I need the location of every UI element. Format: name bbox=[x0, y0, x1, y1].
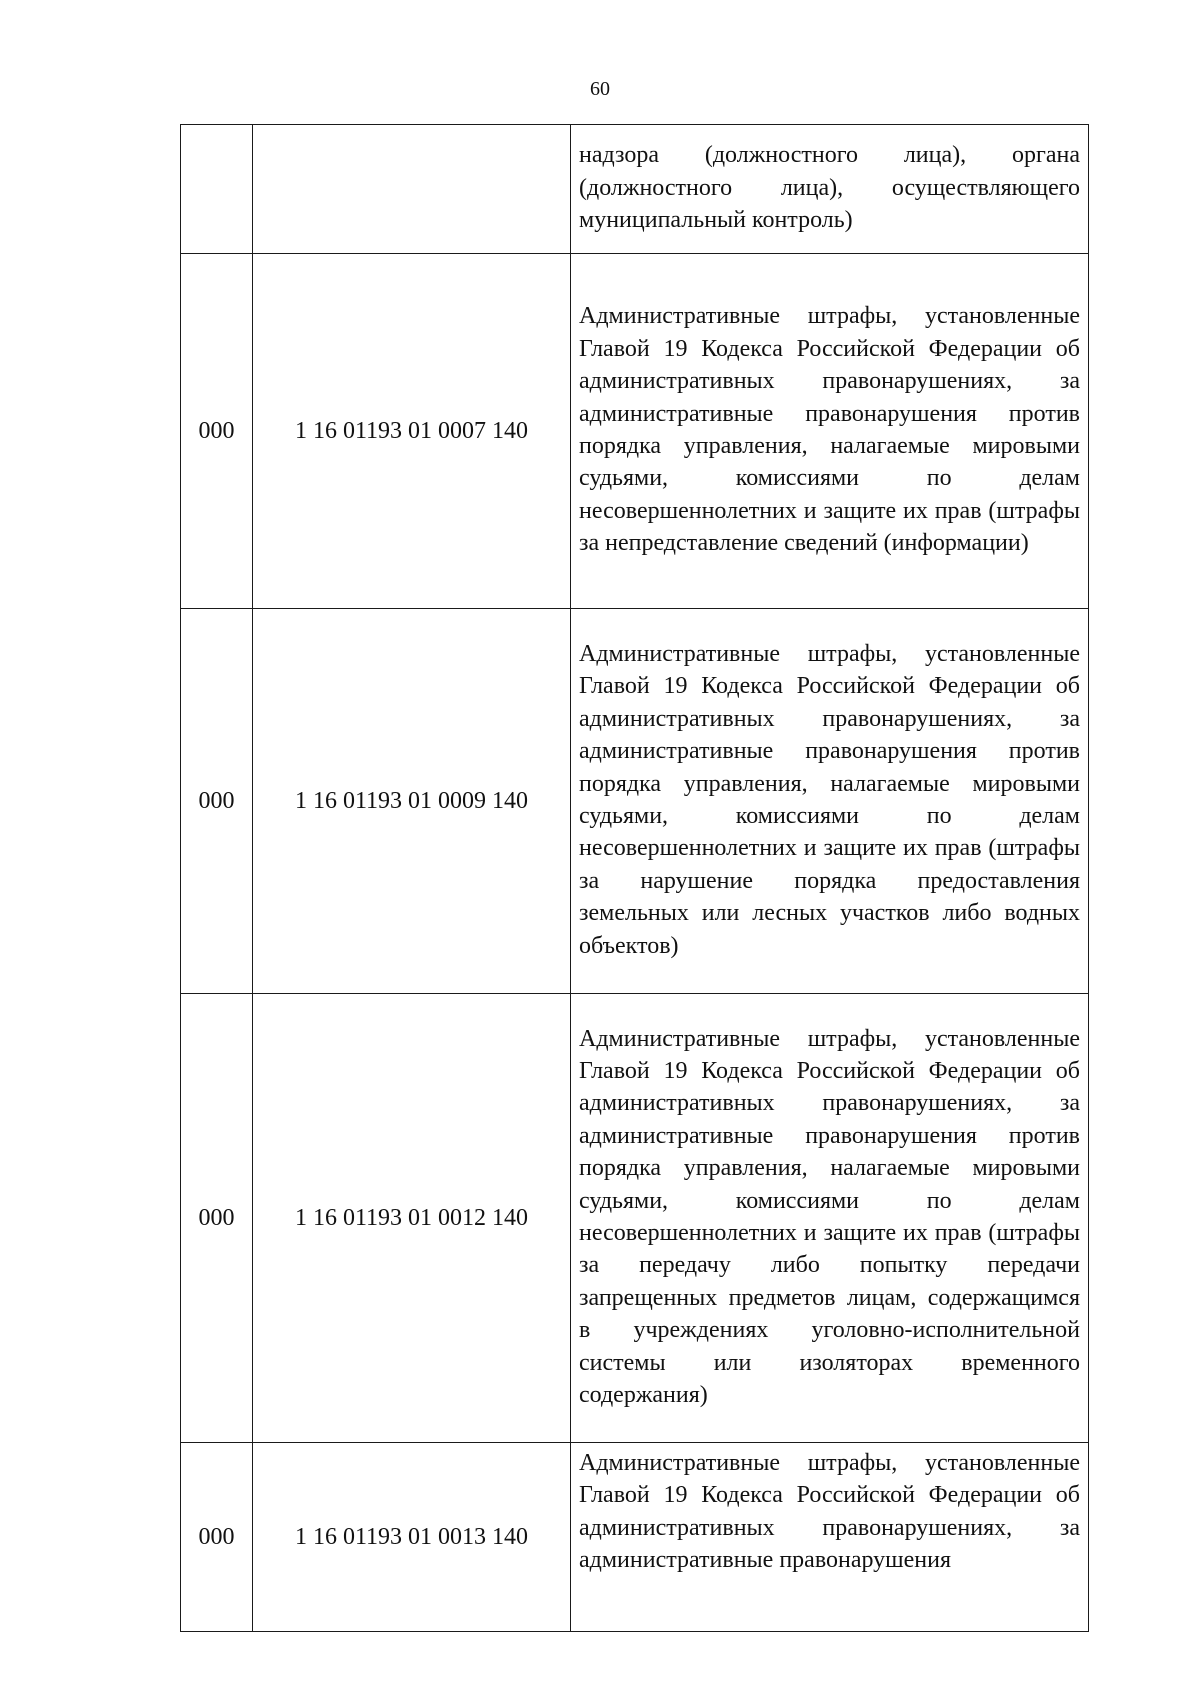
budget-code-cell: 1 16 01193 01 0007 140 bbox=[253, 254, 571, 609]
description-cell: Административные штрафы, установленные Главой 19 Кодекса Российской Федерации об административных правонарушениях, за административные правонарушения против порядка управления, налагаемые мировыми судьями, комиссиями по делам несовершеннолетних и защите их прав (штрафы за нарушение порядка предоставления земельных или лесных участков либо водных объектов) bbox=[571, 609, 1089, 994]
description-cell: Административные штрафы, установленные Главой 19 Кодекса Российской Федерации об административных правонарушениях, за административные правонарушения bbox=[571, 1443, 1089, 1632]
table-row bbox=[181, 125, 1089, 254]
admin-code-cell: 000 bbox=[181, 1443, 253, 1632]
page-number: 60 bbox=[590, 78, 610, 100]
table-row bbox=[181, 254, 1089, 609]
table-row bbox=[181, 1443, 1089, 1632]
table-row bbox=[181, 994, 1089, 1443]
budget-code-cell: 1 16 01193 01 0013 140 bbox=[253, 1443, 571, 1632]
table-row bbox=[181, 609, 1089, 994]
admin-code-cell: 000 bbox=[181, 609, 253, 994]
admin-code-cell: 000 bbox=[181, 994, 253, 1443]
budget-code-cell bbox=[253, 125, 571, 254]
budget-classification-table bbox=[180, 124, 1089, 1632]
budget-code-cell: 1 16 01193 01 0009 140 bbox=[253, 609, 571, 994]
admin-code-cell bbox=[181, 125, 253, 254]
admin-code-cell: 000 bbox=[181, 254, 253, 609]
budget-code-cell: 1 16 01193 01 0012 140 bbox=[253, 994, 571, 1443]
description-cell: Административные штрафы, установленные Главой 19 Кодекса Российской Федерации об административных правонарушениях, за административные правонарушения против порядка управления, налагаемые мировыми судьями, комиссиями по делам несовершеннолетних и защите их прав (штрафы за передачу либо попытку передачи запрещенных предметов лицам, содержащимся в учреждениях уголовно-исполнительной системы или изоляторах временного содержания) bbox=[571, 994, 1089, 1443]
description-cell: Административные штрафы, установленные Главой 19 Кодекса Российской Федерации об административных правонарушениях, за административные правонарушения против порядка управления, налагаемые мировыми судьями, комиссиями по делам несовершеннолетних и защите их прав (штрафы за непредставление сведений (информации) bbox=[571, 254, 1089, 609]
description-cell: надзора (должностного лица), органа (должностного лица), осуществляющего муниципальный контроль) bbox=[571, 125, 1089, 254]
